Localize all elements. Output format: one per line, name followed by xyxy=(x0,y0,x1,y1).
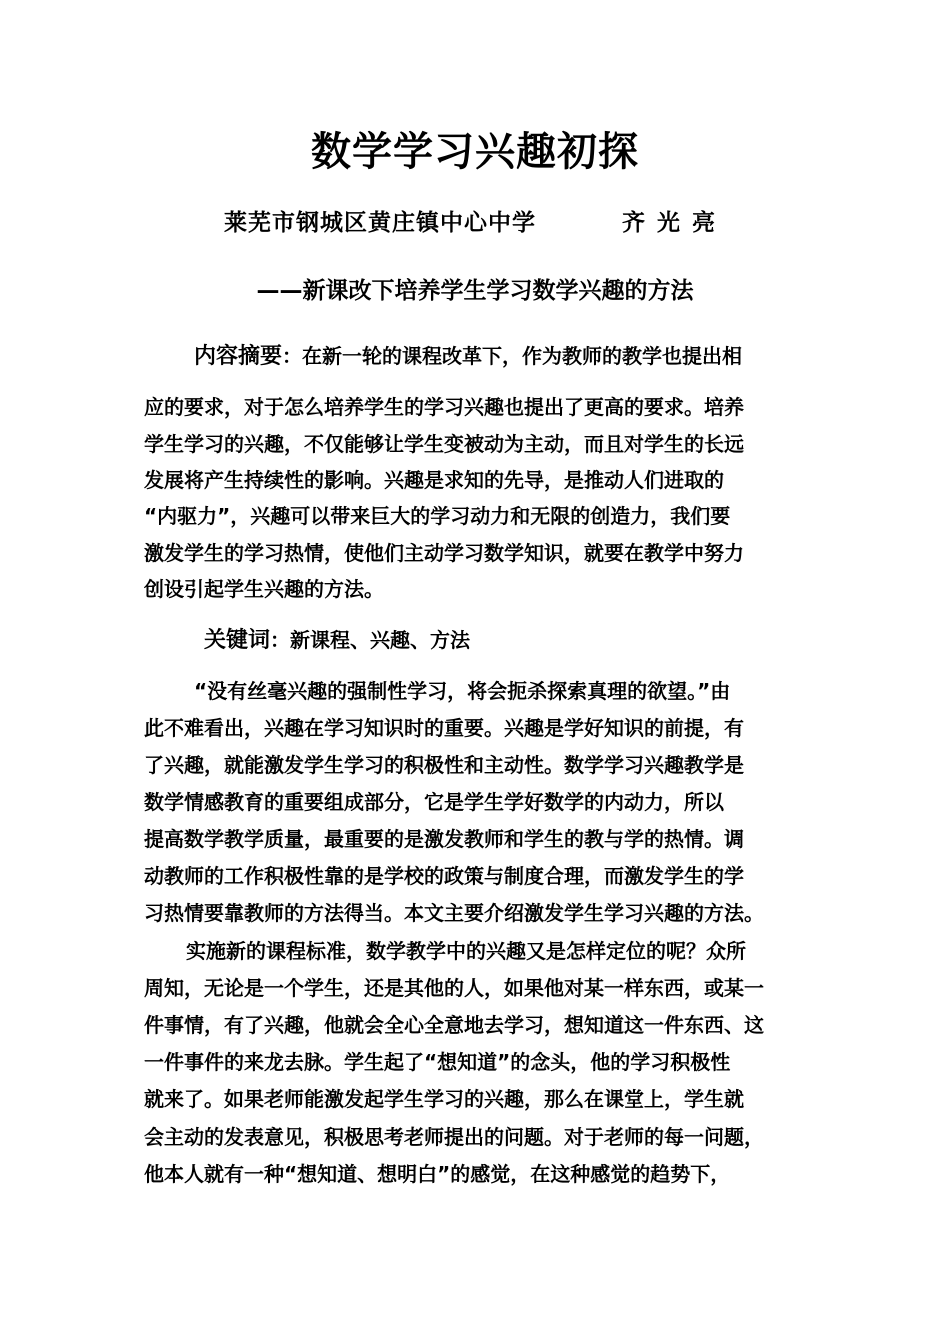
author-name: 齐光亮 xyxy=(622,210,727,236)
abstract-line: 应的要求，对于怎么培养学生的学习兴趣也提出了更高的要求。培养 xyxy=(144,395,744,419)
paragraph-line: 周知，无论是一个学生，还是其他的人，如果他对某一样东西，或某一 xyxy=(144,976,764,1000)
paragraph-line: 此不难看出，兴趣在学习知识时的重要。兴趣是学好知识的前提，有 xyxy=(144,716,744,740)
paragraph-line: 就来了。如果老师能激发起学生学习的兴趣，那么在课堂上，学生就 xyxy=(144,1087,744,1111)
paragraph-line: 动教师的工作积极性靠的是学校的政策与制度合理，而激发学生的学 xyxy=(144,864,744,888)
abstract-first-line xyxy=(194,341,874,371)
abstract-line: 创设引起学生兴趣的方法。 xyxy=(144,577,384,601)
abstract-line: 激发学生的学习热情，使他们主动学习数学知识，就要在教学中努力 xyxy=(144,541,744,565)
abstract-line: 学生学习的兴趣，不仅能够让学生变被动为主动，而且对学生的长远 xyxy=(144,432,744,456)
document-title: 数学学习兴趣初探 xyxy=(311,129,639,175)
author-school: 莱芜市钢城区黄庄镇中心中学 xyxy=(224,210,536,236)
paragraph-line: 数学情感教育的重要组成部分，它是学生学好数学的内动力，所以 xyxy=(144,790,724,814)
keywords-value: ：新课程、兴趣、方法 xyxy=(270,628,471,652)
abstract-label: 内容摘要 xyxy=(194,344,283,369)
paragraph-line: 会主动的发表意见，积极思考老师提出的问题。对于老师的每一问题， xyxy=(144,1125,764,1149)
paragraph-line: 他本人就有一种“想知道、想明白”的感觉，在这种感觉的趋势下， xyxy=(144,1162,731,1186)
paragraph-line: 了兴趣，就能激发学生学习的积极性和主动性。数学学习兴趣教学是 xyxy=(144,753,744,777)
paragraph-line: 件事情，有了兴趣，他就会全心全意地去学习，想知道这一件东西、这 xyxy=(144,1013,764,1037)
document-subtitle: ——新课改下培养学生学习数学兴趣的方法 xyxy=(256,278,694,304)
keywords-label: 关键词 xyxy=(204,628,271,653)
paragraph-line: 提高数学教学质量，最重要的是激发教师和学生的教与学的热情。调 xyxy=(144,827,744,851)
abstract-line: “内驱力”，兴趣可以带来巨大的学习动力和无限的创造力，我们要 xyxy=(144,504,731,528)
abstract-first-text: ：在新一轮的课程改革下，作为教师的教学也提出相 xyxy=(282,344,743,368)
keywords-line xyxy=(204,625,884,655)
paragraph-line: “没有丝毫兴趣的强制性学习，将会扼杀探索真理的欲望。”由 xyxy=(194,679,731,703)
paragraph-line: 实施新的课程标准，数学教学中的兴趣又是怎样定位的呢？众所 xyxy=(186,939,746,963)
paragraph-line: 一件事件的来龙去脉。学生起了“想知道”的念头，他的学习积极性 xyxy=(144,1050,731,1074)
paragraph-line: 习热情要靠教师的方法得当。本文主要介绍激发学生学习兴趣的方法。 xyxy=(144,901,764,925)
abstract-line: 发展将产生持续性的影响。兴趣是求知的先导，是推动人们进取的 xyxy=(144,468,724,492)
